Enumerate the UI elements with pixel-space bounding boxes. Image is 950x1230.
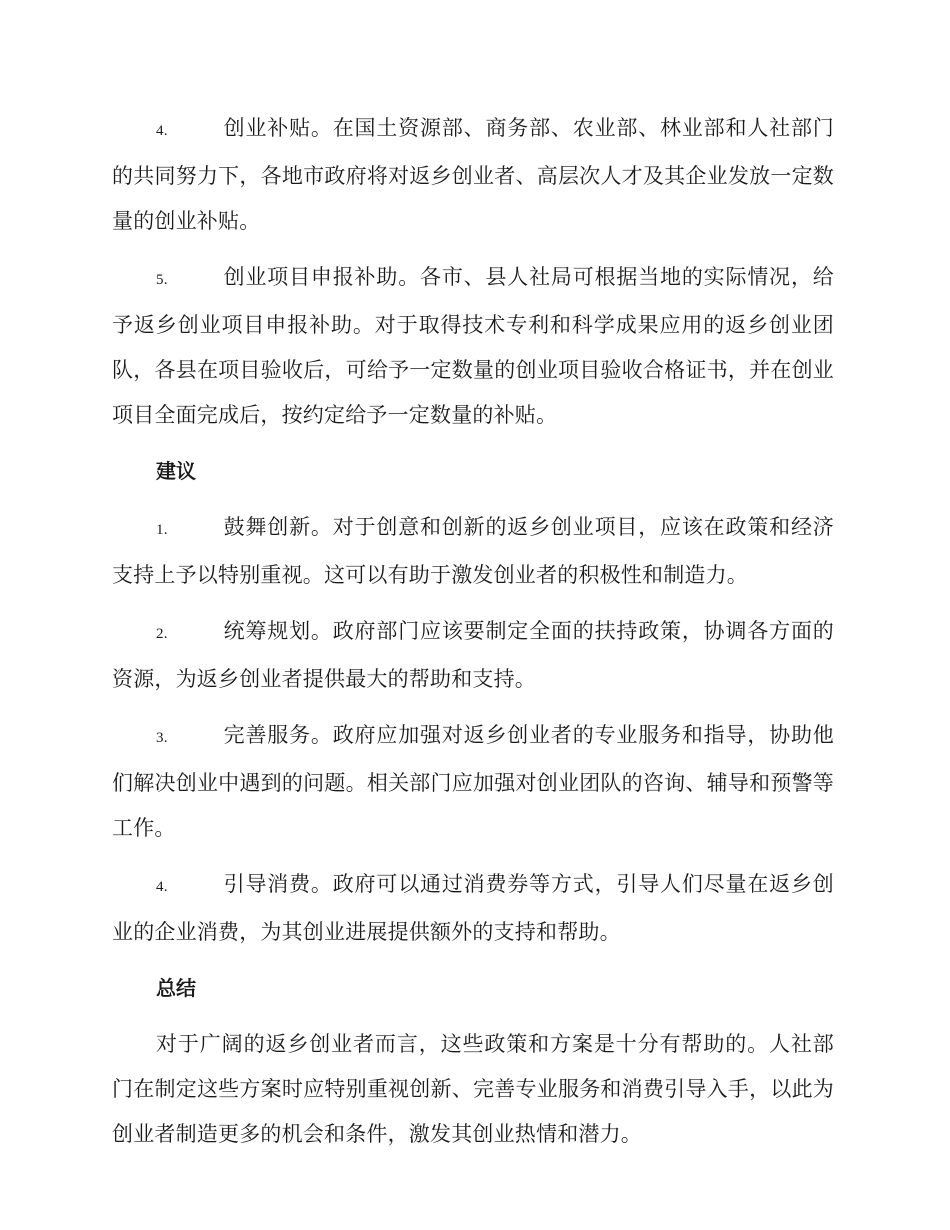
list-item — [112, 106, 834, 244]
list-item — [112, 255, 834, 438]
list-item-text: 创业补贴。在国土资源部、商务部、农业部、林业部和人社部门的共同努力下，各地市政府将对返乡创业者、高层次人才及其企业发放一定数量的创业补贴。 — [112, 116, 834, 233]
list-item-text: 创业项目申报补助。各市、县人社局可根据当地的实际情况，给予返乡创业项目申报补助。对于取得技术专利和科学成果应用的返乡创业团队，各县在项目验收后，可给予一定数量的创业项目验收合格证书，并在创业项目全面完成后，按约定给予一定数量的补贴。 — [112, 265, 834, 427]
list-item-number: 3. — [156, 730, 168, 746]
list-item — [112, 862, 834, 955]
list-item-number: 5. — [156, 272, 168, 288]
list-item — [112, 713, 834, 851]
list-item-text: 引导消费。政府可以通过消费券等方式，引导人们尽量在返乡创业的企业消费，为其创业进展提供额外的支持和帮助。 — [112, 872, 834, 944]
list-item-text: 统筹规划。政府部门应该要制定全面的扶持政策，协调各方面的资源，为返乡创业者提供最大的帮助和支持。 — [112, 619, 834, 691]
section-heading-suggestions: 建议 — [156, 459, 196, 483]
list-item-number: 4. — [156, 123, 168, 139]
list-item-text: 完善服务。政府应加强对返乡创业者的专业服务和指导，协助他们解决创业中遇到的问题。相关部门应加强对创业团队的咨询、辅导和预警等工作。 — [112, 723, 834, 840]
document-page — [112, 106, 834, 1157]
section-heading-summary: 总结 — [156, 976, 196, 1000]
list-item — [112, 505, 834, 598]
summary-paragraph: 对于广阔的返乡创业者而言，这些政策和方案是十分有帮助的。人社部门在制定这些方案时应特别重视创新、完善专业服务和消费引导入手，以此为创业者制造更多的机会和条件，激发其创业热情和潜力。 — [112, 1032, 834, 1146]
list-item-number: 2. — [156, 626, 168, 642]
list-item — [112, 609, 834, 702]
list-item-number: 4. — [156, 879, 168, 895]
list-item-text: 鼓舞创新。对于创意和创新的返乡创业项目，应该在政策和经济支持上予以特别重视。这可以有助于激发创业者的积极性和制造力。 — [112, 515, 834, 587]
list-item-number: 1. — [156, 522, 168, 538]
